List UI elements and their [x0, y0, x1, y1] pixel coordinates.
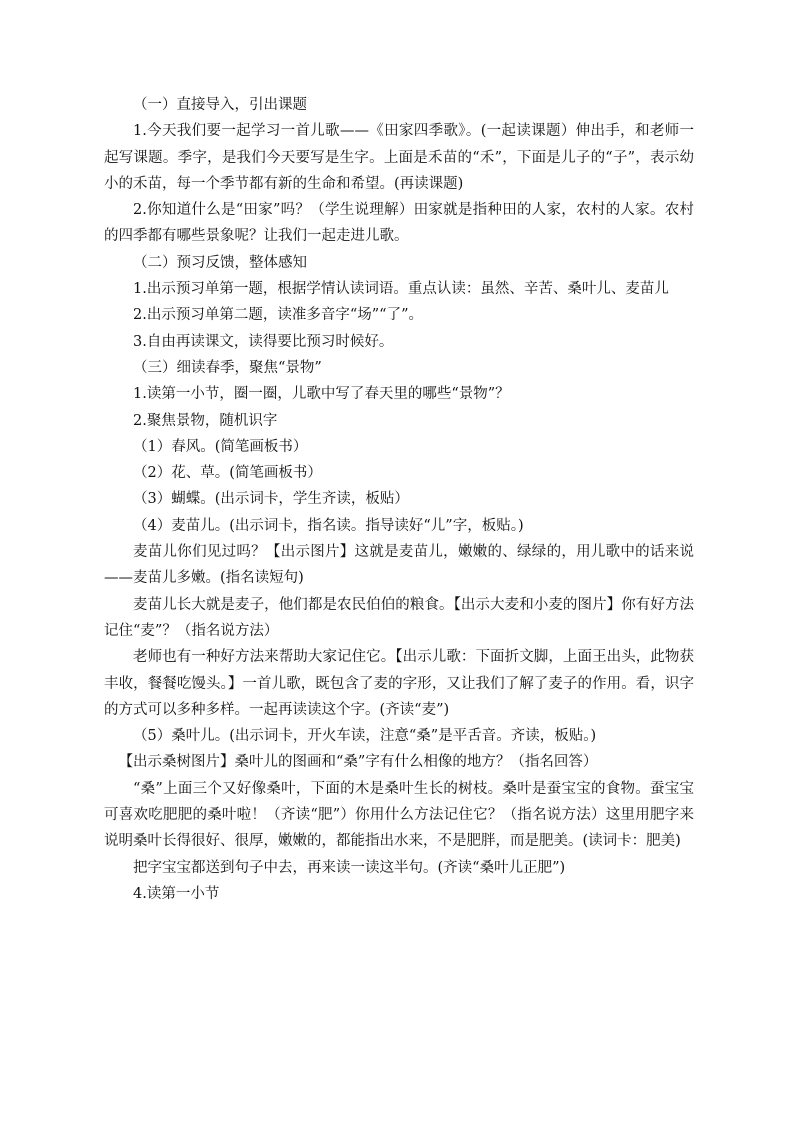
list-item: （1）春风。(简笔画板书）	[133, 438, 308, 455]
section-heading-1: （一）直接导入，引出课题	[133, 97, 307, 113]
paragraph: 1.出示预习单第一题，根据学情认读词语。重点认读：虽然、辛苦、桑叶儿、麦苗儿	[133, 281, 669, 298]
paragraph: 老师也有一种好方法来帮助大家记住它。【出示儿歌：下面折文脚，上面王出头，此物获丰收，餐餐吃馒头。】一首儿歌，既包含了麦的字形，又让我们了解了麦子的作用。看，识字的方式可以多种多样。一起再读读这个字。(齐读“麦”)	[104, 649, 694, 718]
section-heading-2: （二）预习反馈，整体感知	[133, 254, 307, 271]
paragraph: 2.出示预习单第二题，读准多音字“场”“了”。	[133, 307, 423, 324]
paragraph: 把字宝宝都送到句子中去，再来读一读这半句。(齐读“桑叶儿正肥”)	[133, 859, 566, 876]
paragraph: 3.自由再读课文，读得要比预习时候好。	[133, 333, 394, 350]
paragraph: 1.读第一小节，圈一圈，儿歌中写了春天里的哪些“景物”？	[133, 386, 510, 403]
list-item: （5）桑叶儿。(出示词卡，开火车读，注意“桑”是平舌音。齐读，板贴。)	[133, 728, 597, 745]
paragraph: 2.聚焦景物，随机识字	[133, 412, 278, 429]
paragraph: 2.你知道什么是“田家”吗？（学生说理解）田家就是指种田的人家，农村的人家。农村的四季都有哪些景象呢？让我们一起走进儿歌。	[104, 202, 694, 245]
lesson-plan-body	[104, 92, 694, 907]
list-item: （3）蝴蝶。(出示词卡，学生齐读，板贴）	[133, 491, 409, 508]
section-heading-3: （三）细读春季，聚焦“景物”	[133, 359, 322, 376]
list-item: （2）花、草。(简笔画板书）	[133, 465, 322, 482]
paragraph: 4.读第一小节	[133, 885, 220, 902]
paragraph: 【出示桑树图片】桑叶儿的图画和“桑”字有什么相像的地方？（指名回答）	[118, 754, 598, 771]
list-item: （4）麦苗儿。(出示词卡，指名读。指导读好“儿”字，板贴。)	[133, 517, 524, 534]
paragraph: 麦苗儿你们见过吗？【出示图片】这就是麦苗儿，嫩嫩的、绿绿的，用儿歌中的话来说——麦苗儿多嫩。(指名读短句)	[104, 544, 694, 587]
paragraph: 1.今天我们要一起学习一首儿歌——《田家四季歌》。(一起读课题）伸出手，和老师一起写课题。季字，是我们今天要写是生字。上面是禾苗的“禾”，下面是儿子的“子”，表示幼小的禾苗，每一个季节都有新的生命和希望。(再读课题)	[104, 123, 694, 192]
paragraph: “桑”上面三个又好像桑叶，下面的木是桑叶生长的树枝。桑叶是蚕宝宝的食物。蚕宝宝可喜欢吃肥肥的桑叶啦！（齐读“肥”）你用什么方法记住它？（指名说方法）这里用肥字来说明桑叶长得很好、很厚，嫩嫩的，都能指出水来，不是肥胖，而是肥美。(读词卡：肥美)	[104, 780, 694, 850]
paragraph: 麦苗儿长大就是麦子，他们都是农民伯伯的粮食。【出示大麦和小麦的图片】你有好方法记住“麦”？（指名说方法）	[104, 596, 694, 639]
